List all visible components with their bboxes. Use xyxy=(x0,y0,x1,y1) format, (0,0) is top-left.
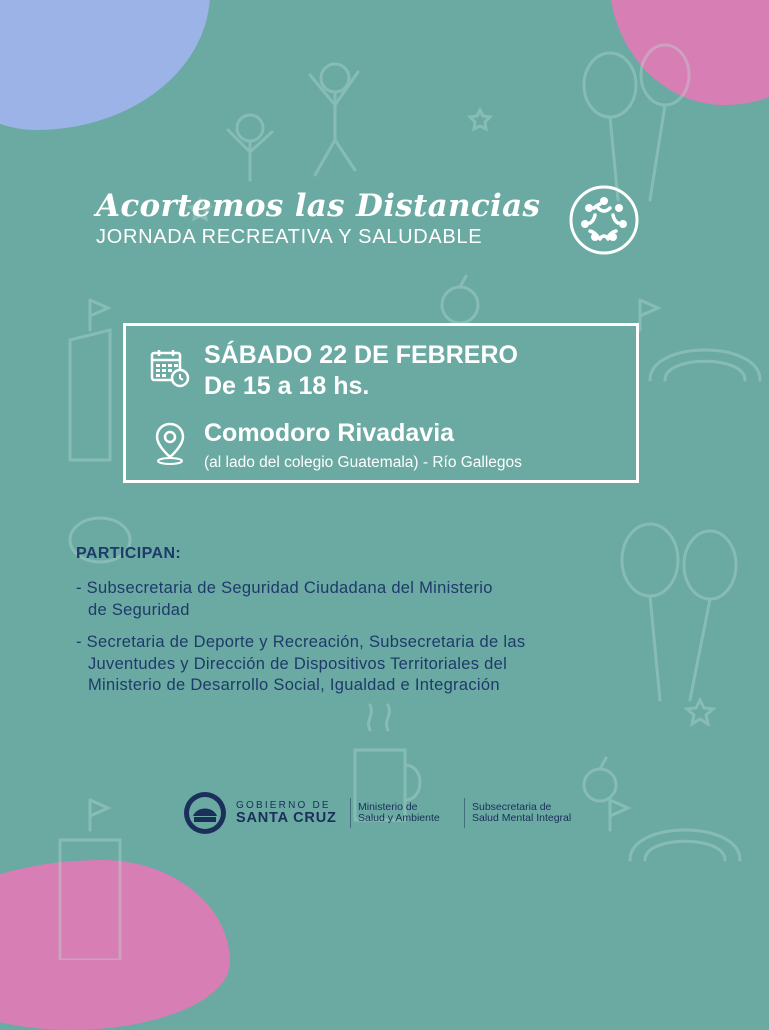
participants-section xyxy=(76,545,676,708)
subsecretaria-line: Subsecretaria de xyxy=(472,801,552,813)
event-subtitle: JORNADA RECREATIVA Y SALUDABLE xyxy=(96,226,483,248)
calendar-clock-icon xyxy=(150,348,190,388)
ministry-line: Ministerio de xyxy=(358,801,418,813)
footer-logos xyxy=(182,788,602,838)
subsecretaria-line: Salud Mental Integral xyxy=(472,812,572,824)
map-pin-icon xyxy=(154,421,186,465)
gov-label-top: GOBIERNO DE xyxy=(236,800,331,811)
participant-line: Juventudes y Dirección de Dispositivos Territoriales del xyxy=(88,654,508,673)
participant-line: - Subsecretaria de Seguridad Ciudadana del Ministerio xyxy=(76,579,493,597)
participant-line: de Seguridad xyxy=(88,600,190,619)
footer-divider xyxy=(350,798,351,828)
participant-line: - Secretaria de Deporte y Recreación, Subsecretaria de las xyxy=(76,633,526,651)
event-time: De 15 a 18 hs. xyxy=(204,372,370,400)
event-place: Comodoro Rivadavia xyxy=(204,419,455,447)
subsecretaria-label xyxy=(472,802,571,824)
footer-divider xyxy=(464,798,465,828)
event-title: Acortemos las Distancias xyxy=(96,188,541,224)
participants-heading: PARTICIPAN: xyxy=(76,545,182,562)
gov-label-bottom: SANTA CRUZ xyxy=(236,810,337,826)
title-block xyxy=(96,188,566,249)
people-circle-icon xyxy=(568,184,640,256)
participant-item xyxy=(76,632,676,697)
participant-item xyxy=(76,578,676,621)
ministry-line: Salud y Ambiente xyxy=(358,812,440,824)
event-place-note: (al lado del colegio Guatemala) - Río Gallegos xyxy=(204,454,522,471)
santa-cruz-seal-icon xyxy=(182,788,228,838)
event-date: SÁBADO 22 DE FEBRERO xyxy=(204,341,518,369)
event-details-box xyxy=(123,323,639,483)
participant-line: Ministerio de Desarrollo Social, Igualdad e Integración xyxy=(88,676,500,694)
ministry-label xyxy=(358,802,440,824)
